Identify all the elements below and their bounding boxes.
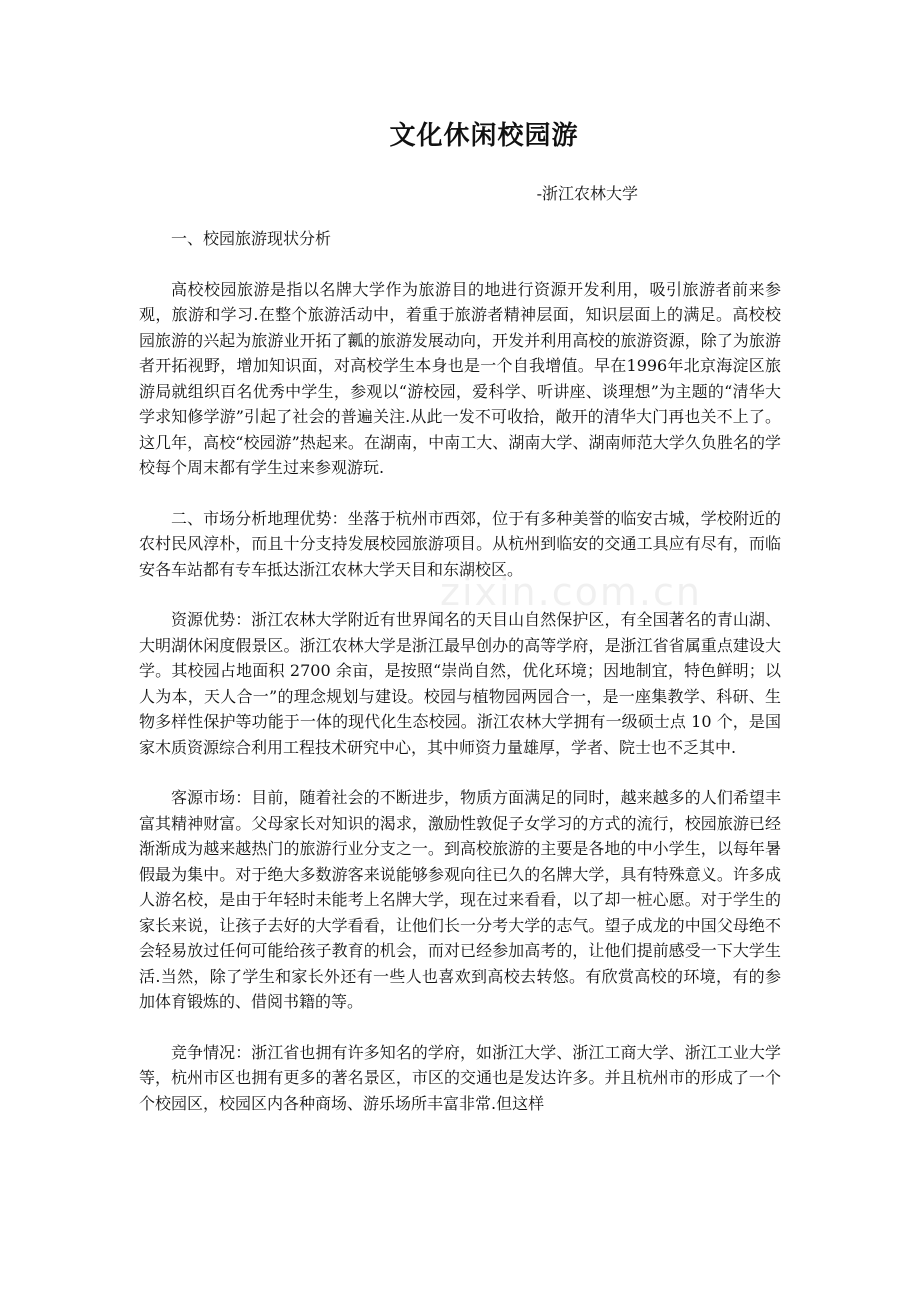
paragraph-competition: 竞争情况：浙江省也拥有许多知名的学府，如浙江大学、浙江工商大学、浙江工业大学等，杭州市区也拥有更多的著名景区，市区的交通也是发达许多。并且杭州市的形成了一个个校园区，校园区内各种商场、游乐场所丰富非常.但这样 (139, 1042, 781, 1113)
watermark: zixin.com.cn (440, 570, 702, 614)
document-subtitle: -浙江农林大学 (536, 184, 638, 203)
paragraph-campus-tourism: 高校校园旅游是指以名牌大学作为旅游目的地进行资源开发利用，吸引旅游者前来参观，旅游和学习.在整个旅游活动中，着重于旅游者精神层面，知识层面上的满足。高校校园旅游的兴起为旅游业开拓了瓤的旅游发展动向，开发并利用高校的旅游资源，除了为旅游者开拓视野，增加知识面，对高校学生本身也是一个自我增值。早在1996年北京海淀区旅游局就组织百名优秀中学生，参观以“游校园，爱科学、听讲座、谈理想”为主题的“清华大学求知修学游”引起了社会的普遍关注.从此一发不可收拾，敞开的清华大门再也关不上了。这几年，高校“校园游”热起来。在湖南，中南工大、湖南大学、湖南师范大学久负胜名的学校每个周末都有学生过来参观游玩. (139, 279, 781, 477)
section-heading-status: 一、校园旅游现状分析 (171, 229, 332, 248)
paragraph-resources: 资源优势：浙江农林大学附近有世界闻名的天目山自然保护区，有全国著名的青山湖、大明湖休闲度假景区。浙江农林大学是浙江最早创办的高等学府，是浙江省省属重点建设大学。其校园占地面积 2700 余亩，是按照“崇尚自然，优化环境；因地制宜，特色鲜明；以人为本，天人合一”的理念规划与建设。校园与植物园两园合一，是一座集教学、科研、生物多样性保护等功能于一体的现代化生态校园。浙江农林大学拥有一级硕士点 10 个，是国家木质资源综合利用工程技术研究中心，其中师资力量雄厚，学者、院士也不乏其中. (139, 610, 781, 757)
paragraph-market-location: 二、市场分析地理优势：坐落于杭州市西郊，位于有多种美誉的临安古城，学校附近的农村民风淳朴，而且十分支持发展校园旅游项目。从杭州到临安的交通工具应有尽有，而临安各车站都有专车抵达浙江农林大学天目和东湖校区。 (139, 508, 781, 579)
document-body (139, 226, 781, 1141)
paragraph-visitor-market: 客源市场：目前，随着社会的不断进步，物质方面满足的同时，越来越多的人们希望丰富其精神财富。父母家长对知识的渴求，激励性敦促子女学习的方式的流行，校园旅游已经渐渐成为越来越热门的旅游行业分支之一。到高校旅游的主要是各地的中小学生，以每年暑假最为集中。对于绝大多数游客来说能够参观向往已久的名牌大学，具有特殊意义。许多成人游名校，是由于年轻时未能考上名牌大学，现在过来看看，以了却一桩心愿。对于学生的家长来说，让孩子去好的大学看看，让他们长一分考大学的志气。望子成龙的中国父母绝不会轻易放过任何可能给孩子教育的机会，而对已经参加高考的，让他们提前感受一下大学生活.当然，除了学生和家长外还有一些人也喜欢到高校去转悠。有欣赏高校的环境，有的参加体育锻炼的、借阅书籍的等。 (139, 788, 781, 1011)
document-title: 文化休闲校园游 (389, 121, 579, 151)
